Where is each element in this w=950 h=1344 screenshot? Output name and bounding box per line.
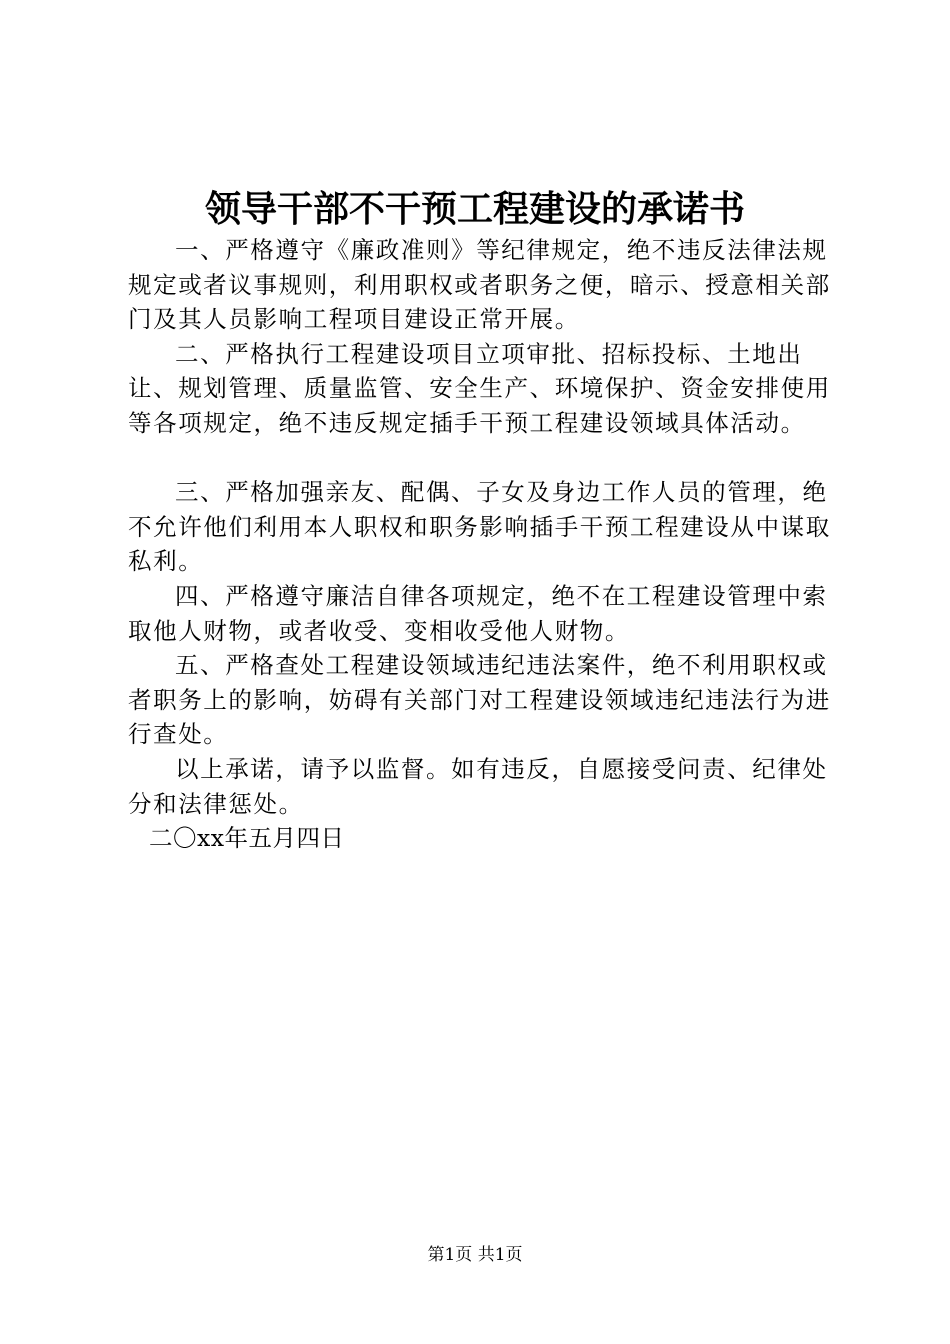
paragraph-1: 一、严格遵守《廉政准则》等纪律规定，绝不违反法律法规规定或者议事规则，利用职权或者职务之便，暗示、授意相关部门及其人员影响工程项目建设正常开展。 [128, 236, 831, 334]
paragraph-3: 三、严格加强亲友、配偶、子女及身边工作人员的管理，绝不允许他们利用本人职权和职务影响插手干预工程建设从中谋取私利。 [128, 478, 831, 576]
document-title: 领导干部不干预工程建设的承诺书 [204, 188, 745, 230]
page-footer: 第1页 共1页 [427, 1245, 523, 1265]
document-body [128, 233, 838, 856]
paragraph-6: 以上承诺，请予以监督。如有违反，自愿接受问责、纪律处分和法律惩处。 [128, 754, 828, 818]
paragraph-2: 二、严格执行工程建设项目立项审批、招标投标、土地出让、规划管理、质量监管、安全生产、环境保护、资金安排使用等各项规定，绝不违反规定插手干预工程建设领域具体活动。 [128, 339, 831, 437]
paragraph-5: 五、严格查处工程建设领域违纪违法案件，绝不利用职权或者职务上的影响，妨碍有关部门对工程建设领域违纪违法行为进行查处。 [128, 651, 831, 749]
document-date: 二〇xx年五月四日 [149, 824, 345, 853]
paragraph-4: 四、严格遵守廉洁自律各项规定，绝不在工程建设管理中索取他人财物，或者收受、变相收受他人财物。 [128, 581, 828, 645]
paragraph-spacer [128, 441, 838, 476]
